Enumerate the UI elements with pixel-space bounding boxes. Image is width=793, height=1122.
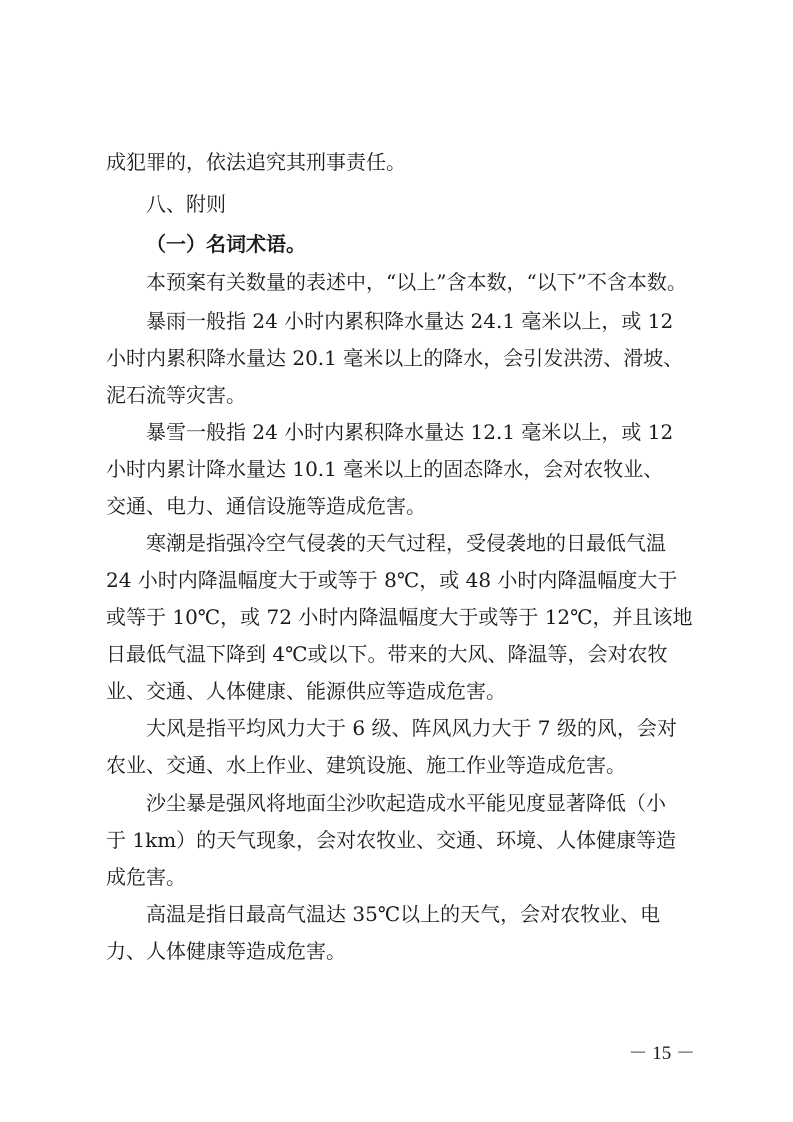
text-line: 小时内累积降水量达 20.1 毫米以上的降水，会引发洪涝、滑坡、 bbox=[106, 346, 684, 370]
text-line: 成危害。 bbox=[106, 865, 186, 889]
text-line: 于 1km）的天气现象，会对农牧业、交通、环境、人体健康等造 bbox=[106, 828, 677, 852]
text-line: 暴雪一般指 24 小时内累积降水量达 12.1 毫米以上，或 12 bbox=[146, 420, 674, 444]
text-line: 或等于 10℃，或 72 小时内降温幅度大于或等于 12℃，并且该地 bbox=[106, 605, 693, 629]
text-line: 力、人体健康等造成危害。 bbox=[106, 939, 346, 963]
text-line: 业、交通、人体健康、能源供应等造成危害。 bbox=[106, 679, 506, 703]
text-line: 24 小时内降温幅度大于或等于 8℃，或 48 小时内降温幅度大于 bbox=[106, 568, 678, 592]
text-line: 沙尘暴是强风将地面尘沙吹起造成水平能见度显著降低（小 bbox=[146, 791, 666, 815]
section-heading: 八、附则 bbox=[146, 192, 226, 216]
text-line: 交通、电力、通信设施等造成危害。 bbox=[106, 494, 426, 518]
text-line: 泥石流等灾害。 bbox=[106, 383, 246, 407]
subsection-heading: （一）名词术语。 bbox=[146, 232, 306, 256]
text-line: 本预案有关数量的表述中，“以上”含本数，“以下”不含本数。 bbox=[146, 270, 687, 294]
text-line: 寒潮是指强冷空气侵袭的天气过程，受侵袭地的日最低气温 bbox=[146, 531, 666, 555]
text-line: 农业、交通、水上作业、建筑设施、施工作业等造成危害。 bbox=[106, 753, 626, 777]
text-line: 小时内累计降水量达 10.1 毫米以上的固态降水，会对农牧业、 bbox=[106, 457, 664, 481]
text-line: 大风是指平均风力大于 6 级、阵风风力大于 7 级的风，会对 bbox=[146, 716, 677, 740]
text-line: 成犯罪的，依法追究其刑事责任。 bbox=[106, 150, 406, 174]
text-line: 暴雨一般指 24 小时内累积降水量达 24.1 毫米以上，或 12 bbox=[146, 309, 674, 333]
page-number: － 15 － bbox=[628, 1043, 695, 1064]
text-line: 日最低气温下降到 4℃或以下。带来的大风、降温等，会对农牧 bbox=[106, 642, 668, 666]
text-line: 高温是指日最高气温达 35℃以上的天气，会对农牧业、电 bbox=[146, 902, 661, 926]
